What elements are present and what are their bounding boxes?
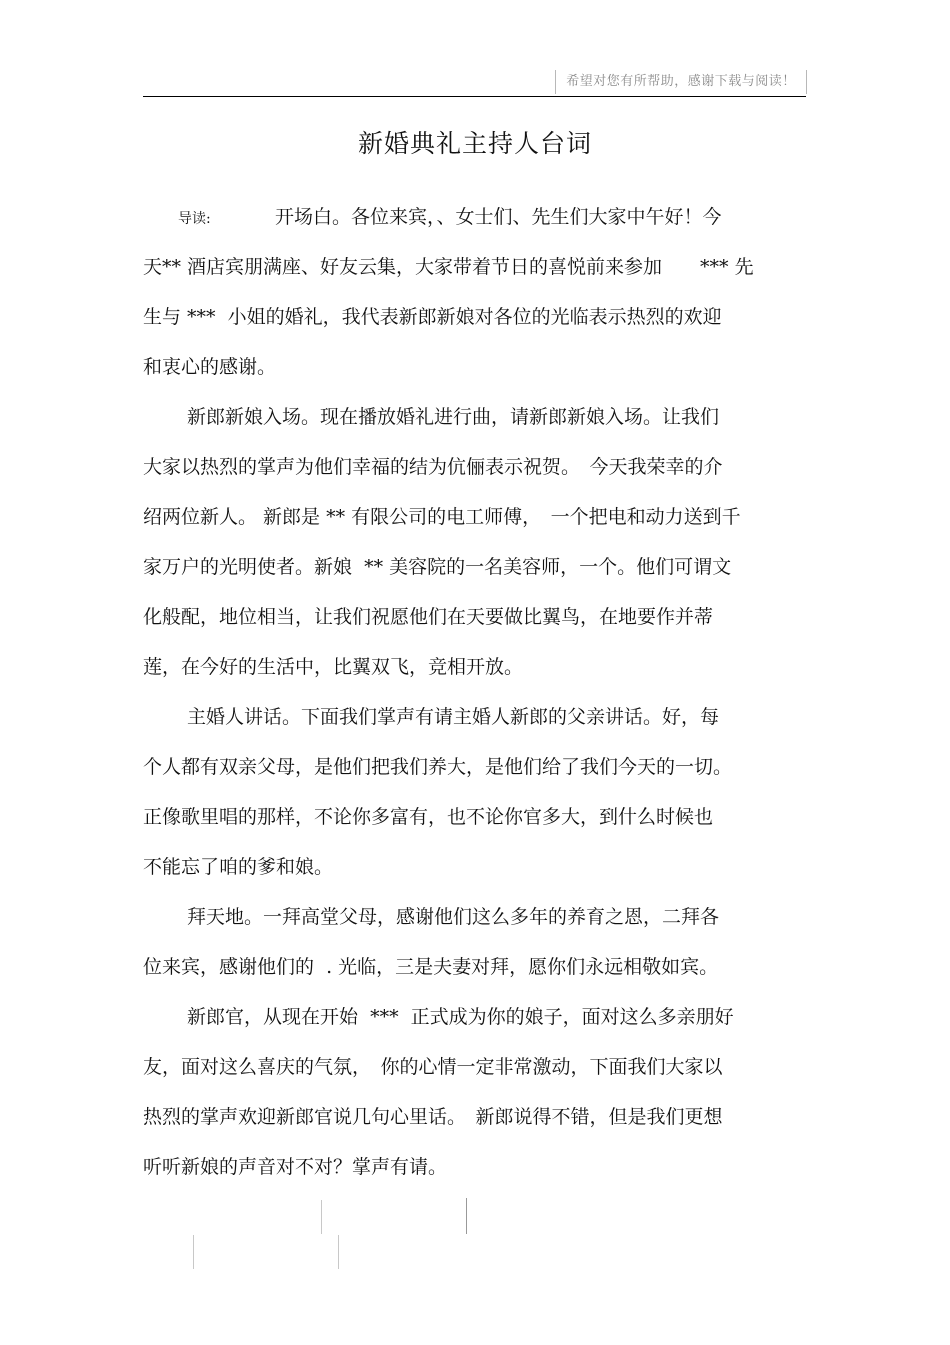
text-line: 大家以热烈的掌声为他们幸福的结为伉俪表示祝贺。 今天我荣幸的介 bbox=[143, 456, 723, 478]
text-line: 主婚人讲话。下面我们掌声有请主婚人新郎的父亲讲话。好，每 bbox=[187, 706, 720, 728]
scan-mark bbox=[193, 1235, 194, 1269]
text-line: 听听新娘的声音对不对？掌声有请。 bbox=[143, 1156, 448, 1178]
text-line: 位来宾，感谢他们的 . 光临，三是夫妻对拜，愿你们永远相敬如宾。 bbox=[143, 956, 719, 978]
text-line: 和衷心的感谢。 bbox=[143, 356, 277, 378]
text-line: 绍两位新人。 新郎是 ** 有限公司的电工师傅， 一个把电和动力送到千 bbox=[143, 506, 741, 528]
text-line: 莲，在今好的生活中，比翼双飞，竞相开放。 bbox=[143, 656, 524, 678]
text-line: 家万户的光明使者。新娘 ** 美容院的一名美容师，一个。他们可谓文 bbox=[143, 556, 732, 578]
document-title: 新婚典礼主持人台词 bbox=[357, 129, 592, 158]
header-rule bbox=[143, 96, 806, 97]
scan-mark bbox=[338, 1235, 339, 1269]
text-line: 开场白。各位来宾，、女士们、先生们大家中午好！今 bbox=[275, 206, 722, 228]
text-line: 化般配，地位相当，让我们祝愿他们在天要做比翼鸟，在地要作并蒂 bbox=[143, 606, 714, 628]
text-line: 新郎新娘入场。现在播放婚礼进行曲，请新郎新娘入场。让我们 bbox=[187, 406, 720, 428]
text-line: 拜天地。一拜高堂父母，感谢他们这么多年的养育之恩，二拜各 bbox=[187, 906, 720, 928]
text-line: 热烈的掌声欢迎新郎官说几句心里话。 新郎说得不错，但是我们更想 bbox=[143, 1106, 723, 1128]
text-line: 友，面对这么喜庆的气氛， 你的心情一定非常激动，下面我们大家以 bbox=[143, 1056, 723, 1078]
text-line: 不能忘了咱的爹和娘。 bbox=[143, 856, 334, 878]
lead-label: 导读: bbox=[178, 211, 211, 227]
text-line: 天** 酒店宾朋满座、好友云集，大家带着节日的喜悦前来参加 *** 先 bbox=[143, 256, 754, 278]
text-line: 正像歌里唱的那样，不论你多富有，也不论你官多大，到什么时候也 bbox=[143, 806, 714, 828]
text-line: 个人都有双亲父母，是他们把我们养大，是他们给了我们今天的一切。 bbox=[143, 756, 733, 778]
text-line: 新郎官，从现在开始 *** 正式成为你的娘子，面对这么多亲朋好 bbox=[187, 1006, 734, 1028]
scan-mark bbox=[466, 1198, 467, 1234]
header-stamp: 希望对您有所帮助，感谢下载与阅读！ bbox=[555, 70, 807, 94]
text-line: 生与 *** 小姐的婚礼，我代表新郎新娘对各位的光临表示热烈的欢迎 bbox=[143, 306, 722, 328]
scan-mark bbox=[321, 1200, 322, 1234]
